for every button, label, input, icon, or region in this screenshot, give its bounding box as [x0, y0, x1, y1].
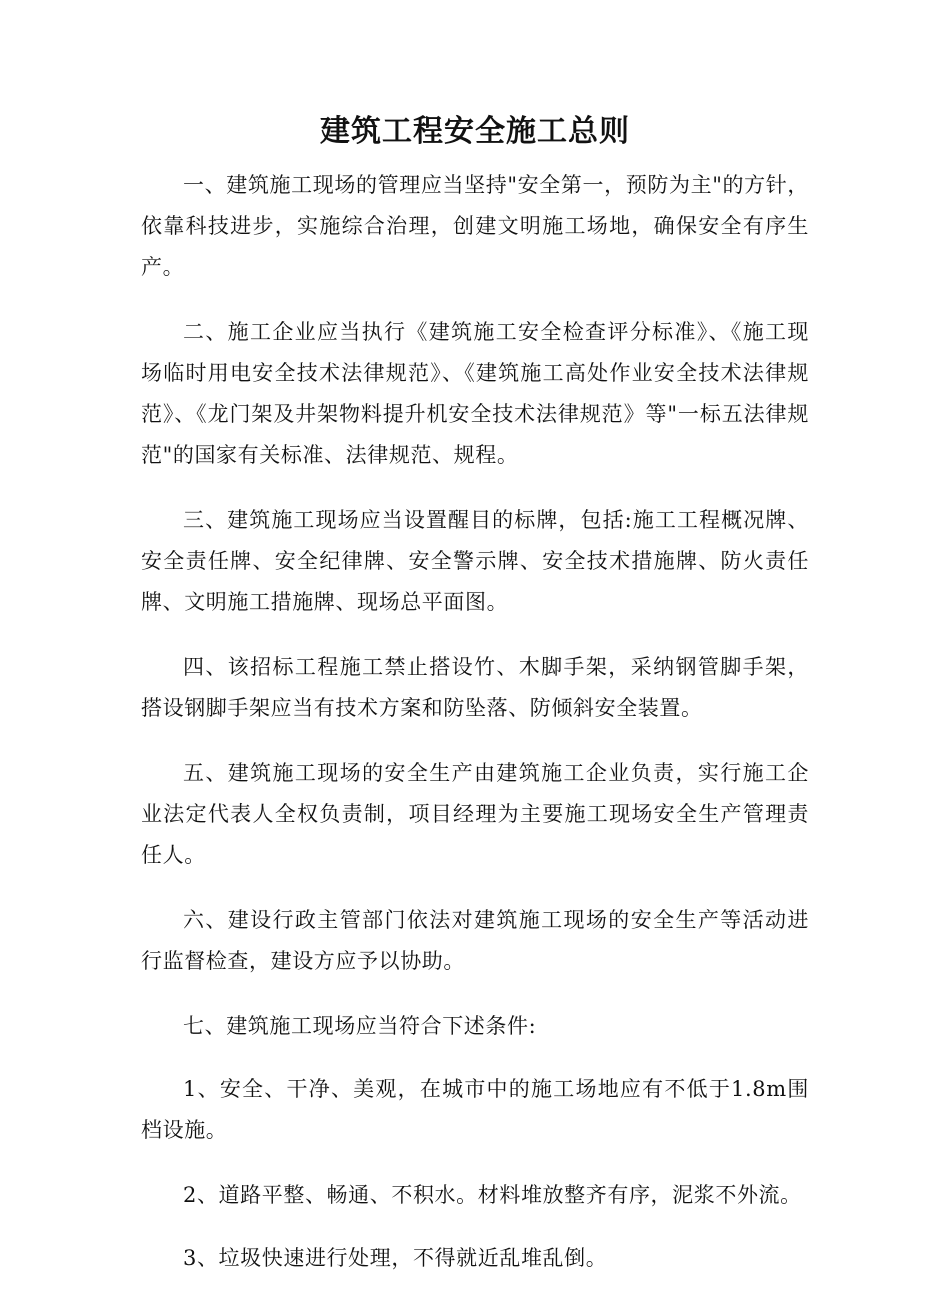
paragraph-2: 二、施工企业应当执行《建筑施工安全检查评分标准》、《施工现场临时用电安全技术法律规范》、《建筑施工高处作业安全技术法律规范》、《龙门架及井架物料提升机安全技术法律规范》等"一标五法律规范"的国家有关标准、法律规范、规程。 — [141, 320, 809, 467]
list-item-3: 3、垃圾快速进行处理，不得就近乱堆乱倒。 — [183, 1246, 608, 1270]
paragraph-1: 一、建筑施工现场的管理应当坚持"安全第一，预防为主"的方针，依靠科技进步，实施综合治理，创建文明施工场地，确保安全有序生产。 — [141, 173, 809, 279]
list-item-1: 1、安全、干净、美观，在城市中的施工场地应有不低于1.8m围档设施。 — [141, 1077, 809, 1142]
paragraph-5: 五、建筑施工现场的安全生产由建筑施工企业负责，实行施工企业法定代表人全权负责制，项目经理为主要施工现场安全生产管理责任人。 — [141, 761, 809, 867]
list-item-2: 2、道路平整、畅通、不积水。材料堆放整齐有序，泥浆不外流。 — [183, 1183, 802, 1207]
paragraph-7: 七、建筑施工现场应当符合下述条件: — [183, 1014, 537, 1038]
document-body — [141, 165, 809, 1303]
document-title: 建筑工程安全施工总则 — [320, 114, 630, 149]
paragraph-6: 六、建设行政主管部门依法对建筑施工现场的安全生产等活动进行监督检查，建设方应予以协助。 — [141, 908, 809, 973]
paragraph-4: 四、该招标工程施工禁止搭设竹、木脚手架，采纳钢管脚手架，搭设钢脚手架应当有技术方案和防坠落、防倾斜安全装置。 — [141, 655, 809, 720]
paragraph-3: 三、建筑施工现场应当设置醒目的标牌，包括:施工工程概况牌、安全责任牌、安全纪律牌、安全警示牌、安全技术措施牌、防火责任牌、文明施工措施牌、现场总平面图。 — [141, 508, 809, 614]
